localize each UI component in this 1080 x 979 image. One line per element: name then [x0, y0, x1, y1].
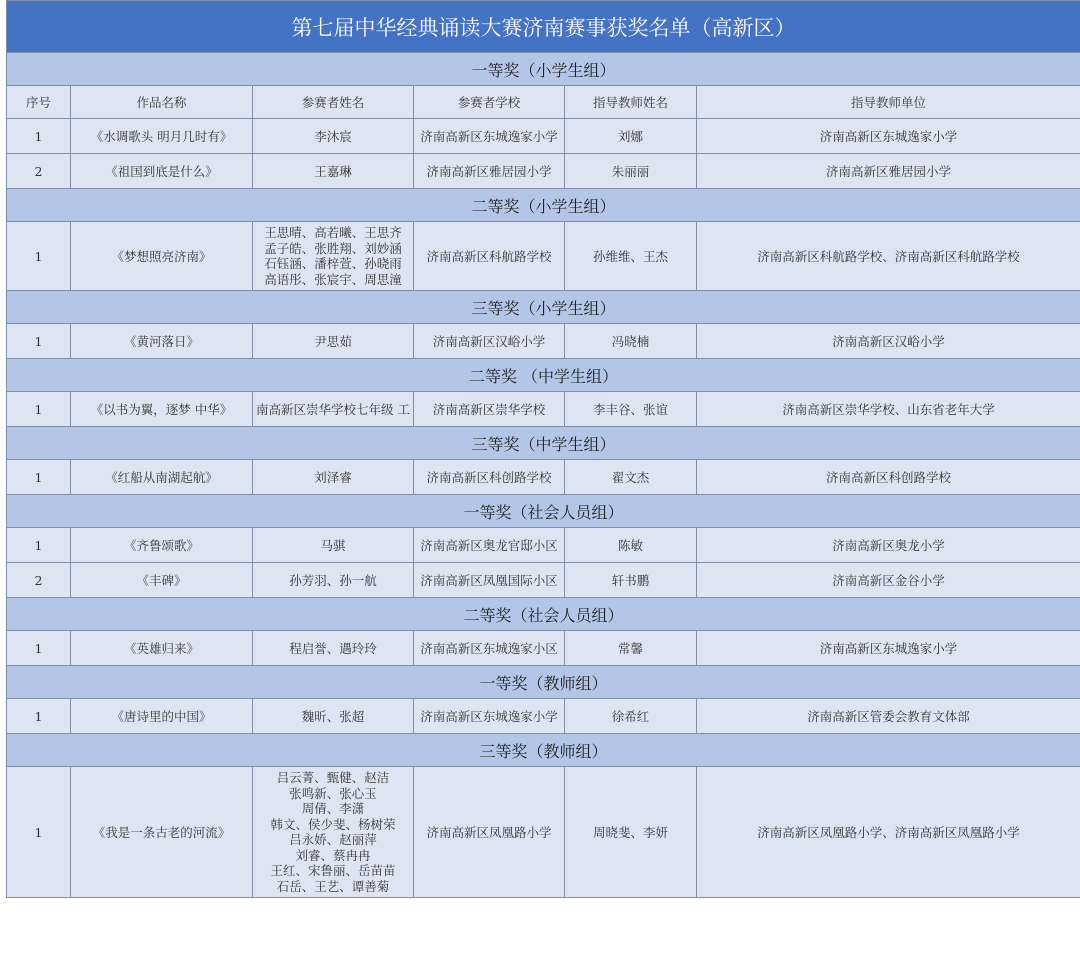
award-section-heading: 三等奖（教师组）	[7, 734, 1080, 767]
participant-line: 石岳、王艺、谭善菊	[276, 878, 390, 894]
table-row	[7, 154, 1080, 189]
col-work-cell: 《丰碑》	[71, 563, 253, 598]
col-no-cell: 1	[7, 528, 71, 563]
participant-line: 王嘉琳	[314, 164, 352, 179]
col-unit-cell: 济南高新区科航路学校、济南高新区科航路学校	[697, 222, 1080, 291]
award-section-row	[7, 598, 1080, 631]
col-unit-cell: 济南高新区奥龙小学	[697, 528, 1080, 563]
award-section-row	[7, 495, 1080, 528]
col-school-cell: 济南高新区东城逸家小学	[414, 119, 565, 154]
col-participants-cell	[253, 324, 414, 359]
award-section-row	[7, 53, 1080, 86]
col-participants-cell	[253, 154, 414, 189]
col-school-cell: 济南高新区奥龙官邸小区	[414, 528, 565, 563]
table-row	[7, 699, 1080, 734]
participant-line: 南高新区崇华学校七年级 工	[256, 402, 410, 417]
award-section-heading: 二等奖（小学生组）	[7, 189, 1080, 222]
award-table	[6, 0, 1080, 898]
col-school-cell: 济南高新区科航路学校	[414, 222, 565, 291]
col-participants-cell	[253, 119, 414, 154]
page-title: 第七届中华经典诵读大赛济南赛事获奖名单（高新区）	[7, 1, 1080, 53]
col-no-cell: 2	[7, 563, 71, 598]
col-participants-cell	[253, 767, 414, 898]
col-teacher-cell: 轩书鹏	[565, 563, 697, 598]
table-row	[7, 119, 1080, 154]
col-teacher-cell: 翟文杰	[565, 460, 697, 495]
col-participants-cell	[253, 699, 414, 734]
col-no-cell: 2	[7, 154, 71, 189]
column-header-row	[7, 86, 1080, 119]
col-teacher-cell: 刘娜	[565, 119, 697, 154]
participant-line: 周倩、李潇	[301, 801, 365, 816]
col-teacher-cell: 周晓斐、李妍	[565, 767, 697, 898]
col-unit-cell: 济南高新区管委会教育文体部	[697, 699, 1080, 734]
table-row	[7, 222, 1080, 291]
award-section-heading: 一等奖（教师组）	[7, 666, 1080, 699]
col-work-cell: 《黄河落日》	[71, 324, 253, 359]
col-no-cell: 1	[7, 392, 71, 427]
participant-line: 刘睿、蔡冉冉	[295, 847, 371, 863]
participant-line: 尹思茹	[314, 334, 352, 349]
participant-line: 孟子皓、张胜翔、刘妙涵	[264, 240, 402, 256]
col-school-cell: 济南高新区崇华学校	[414, 392, 565, 427]
participant-line: 马骐	[320, 538, 346, 553]
award-section-row	[7, 427, 1080, 460]
column-header-school: 参赛者学校	[414, 86, 565, 119]
col-work-cell: 《齐鲁颂歌》	[71, 528, 253, 563]
col-participants-cell	[253, 528, 414, 563]
participant-line: 王红、宋鲁丽、岳苗苗	[270, 863, 396, 878]
participant-line: 程启誉、遇玲玲	[289, 641, 377, 656]
award-section-heading: 二等奖 （中学生组）	[7, 359, 1080, 392]
col-no-cell: 1	[7, 222, 71, 291]
col-teacher-cell: 李丰谷、张谊	[565, 392, 697, 427]
col-school-cell: 济南高新区科创路学校	[414, 460, 565, 495]
col-no-cell: 1	[7, 699, 71, 734]
col-school-cell: 济南高新区东城逸家小区	[414, 631, 565, 666]
col-no-cell: 1	[7, 119, 71, 154]
participant-line: 石钰涵、潘梓萱、孙晓雨	[264, 256, 402, 271]
table-row	[7, 392, 1080, 427]
col-work-cell: 《红船从南湖起航》	[71, 460, 253, 495]
col-teacher-cell: 陈敏	[565, 528, 697, 563]
award-section-heading: 一等奖（小学生组）	[7, 53, 1080, 86]
col-unit-cell: 济南高新区东城逸家小学	[697, 631, 1080, 666]
col-school-cell: 济南高新区凤凰路小学	[414, 767, 565, 898]
col-participants-cell	[253, 222, 414, 291]
col-participants-cell	[253, 563, 414, 598]
col-no-cell: 1	[7, 631, 71, 666]
col-unit-cell: 济南高新区东城逸家小学	[697, 119, 1080, 154]
col-teacher-cell: 孙维维、王杰	[565, 222, 697, 291]
award-section-heading: 三等奖（中学生组）	[7, 427, 1080, 460]
col-work-cell: 《梦想照亮济南》	[71, 222, 253, 291]
col-unit-cell: 济南高新区金谷小学	[697, 563, 1080, 598]
participant-line: 张鸣新、张心玉	[289, 785, 377, 801]
award-section-heading: 二等奖（社会人员组）	[7, 598, 1080, 631]
column-header-no: 序号	[7, 86, 71, 119]
table-row	[7, 528, 1080, 563]
table-row	[7, 460, 1080, 495]
award-section-row	[7, 666, 1080, 699]
award-section-heading: 一等奖（社会人员组）	[7, 495, 1080, 528]
col-unit-cell: 济南高新区科创路学校	[697, 460, 1080, 495]
award-section-row	[7, 734, 1080, 767]
col-school-cell: 济南高新区凤凰国际小区	[414, 563, 565, 598]
col-no-cell: 1	[7, 460, 71, 495]
column-header-unit: 指导教师单位	[697, 86, 1080, 119]
award-section-row	[7, 189, 1080, 222]
col-school-cell: 济南高新区东城逸家小学	[414, 699, 565, 734]
col-teacher-cell: 冯晓楠	[565, 324, 697, 359]
participant-line: 吕永娇、赵丽萍	[289, 832, 377, 847]
col-school-cell: 济南高新区汉峪小学	[414, 324, 565, 359]
col-unit-cell: 济南高新区崇华学校、山东省老年大学	[697, 392, 1080, 427]
award-list-sheet	[6, 0, 1080, 898]
column-header-participants: 参赛者姓名	[253, 86, 414, 119]
col-participants-cell	[253, 392, 414, 427]
award-section-row	[7, 359, 1080, 392]
participant-line: 李沐宸	[314, 129, 352, 144]
table-row	[7, 767, 1080, 898]
participant-line: 刘泽睿	[314, 470, 352, 485]
col-no-cell: 1	[7, 767, 71, 898]
col-work-cell: 《祖国到底是什么》	[71, 154, 253, 189]
col-work-cell: 《以书为翼，逐梦 中华》	[71, 392, 253, 427]
title-row	[7, 1, 1080, 53]
col-teacher-cell: 徐希红	[565, 699, 697, 734]
col-work-cell: 《水调歌头 明月几时有》	[71, 119, 253, 154]
participant-line: 孙芳羽、孙一航	[289, 573, 377, 588]
col-school-cell: 济南高新区雅居园小学	[414, 154, 565, 189]
col-teacher-cell: 朱丽丽	[565, 154, 697, 189]
participant-line: 高语彤、张宸宇、周思潼	[264, 271, 402, 287]
award-section-heading: 三等奖（小学生组）	[7, 291, 1080, 324]
col-work-cell: 《唐诗里的中国》	[71, 699, 253, 734]
participant-line: 韩文、侯少斐、杨树荣	[270, 816, 396, 832]
participant-line: 王思晴、高若曦、王思齐	[264, 225, 402, 240]
participant-line: 吕云菁、甄健、赵洁	[276, 770, 390, 785]
col-work-cell: 《英雄归来》	[71, 631, 253, 666]
col-no-cell: 1	[7, 324, 71, 359]
col-unit-cell: 济南高新区凤凰路小学、济南高新区凤凰路小学	[697, 767, 1080, 898]
col-participants-cell	[253, 631, 414, 666]
col-unit-cell: 济南高新区汉峪小学	[697, 324, 1080, 359]
award-section-row	[7, 291, 1080, 324]
col-unit-cell: 济南高新区雅居园小学	[697, 154, 1080, 189]
participant-line: 魏昕、张超	[301, 709, 365, 724]
table-row	[7, 563, 1080, 598]
col-teacher-cell: 常馨	[565, 631, 697, 666]
table-row	[7, 631, 1080, 666]
table-row	[7, 324, 1080, 359]
col-participants-cell	[253, 460, 414, 495]
column-header-work: 作品名称	[71, 86, 253, 119]
col-work-cell: 《我是一条古老的河流》	[71, 767, 253, 898]
column-header-teacher: 指导教师姓名	[565, 86, 697, 119]
